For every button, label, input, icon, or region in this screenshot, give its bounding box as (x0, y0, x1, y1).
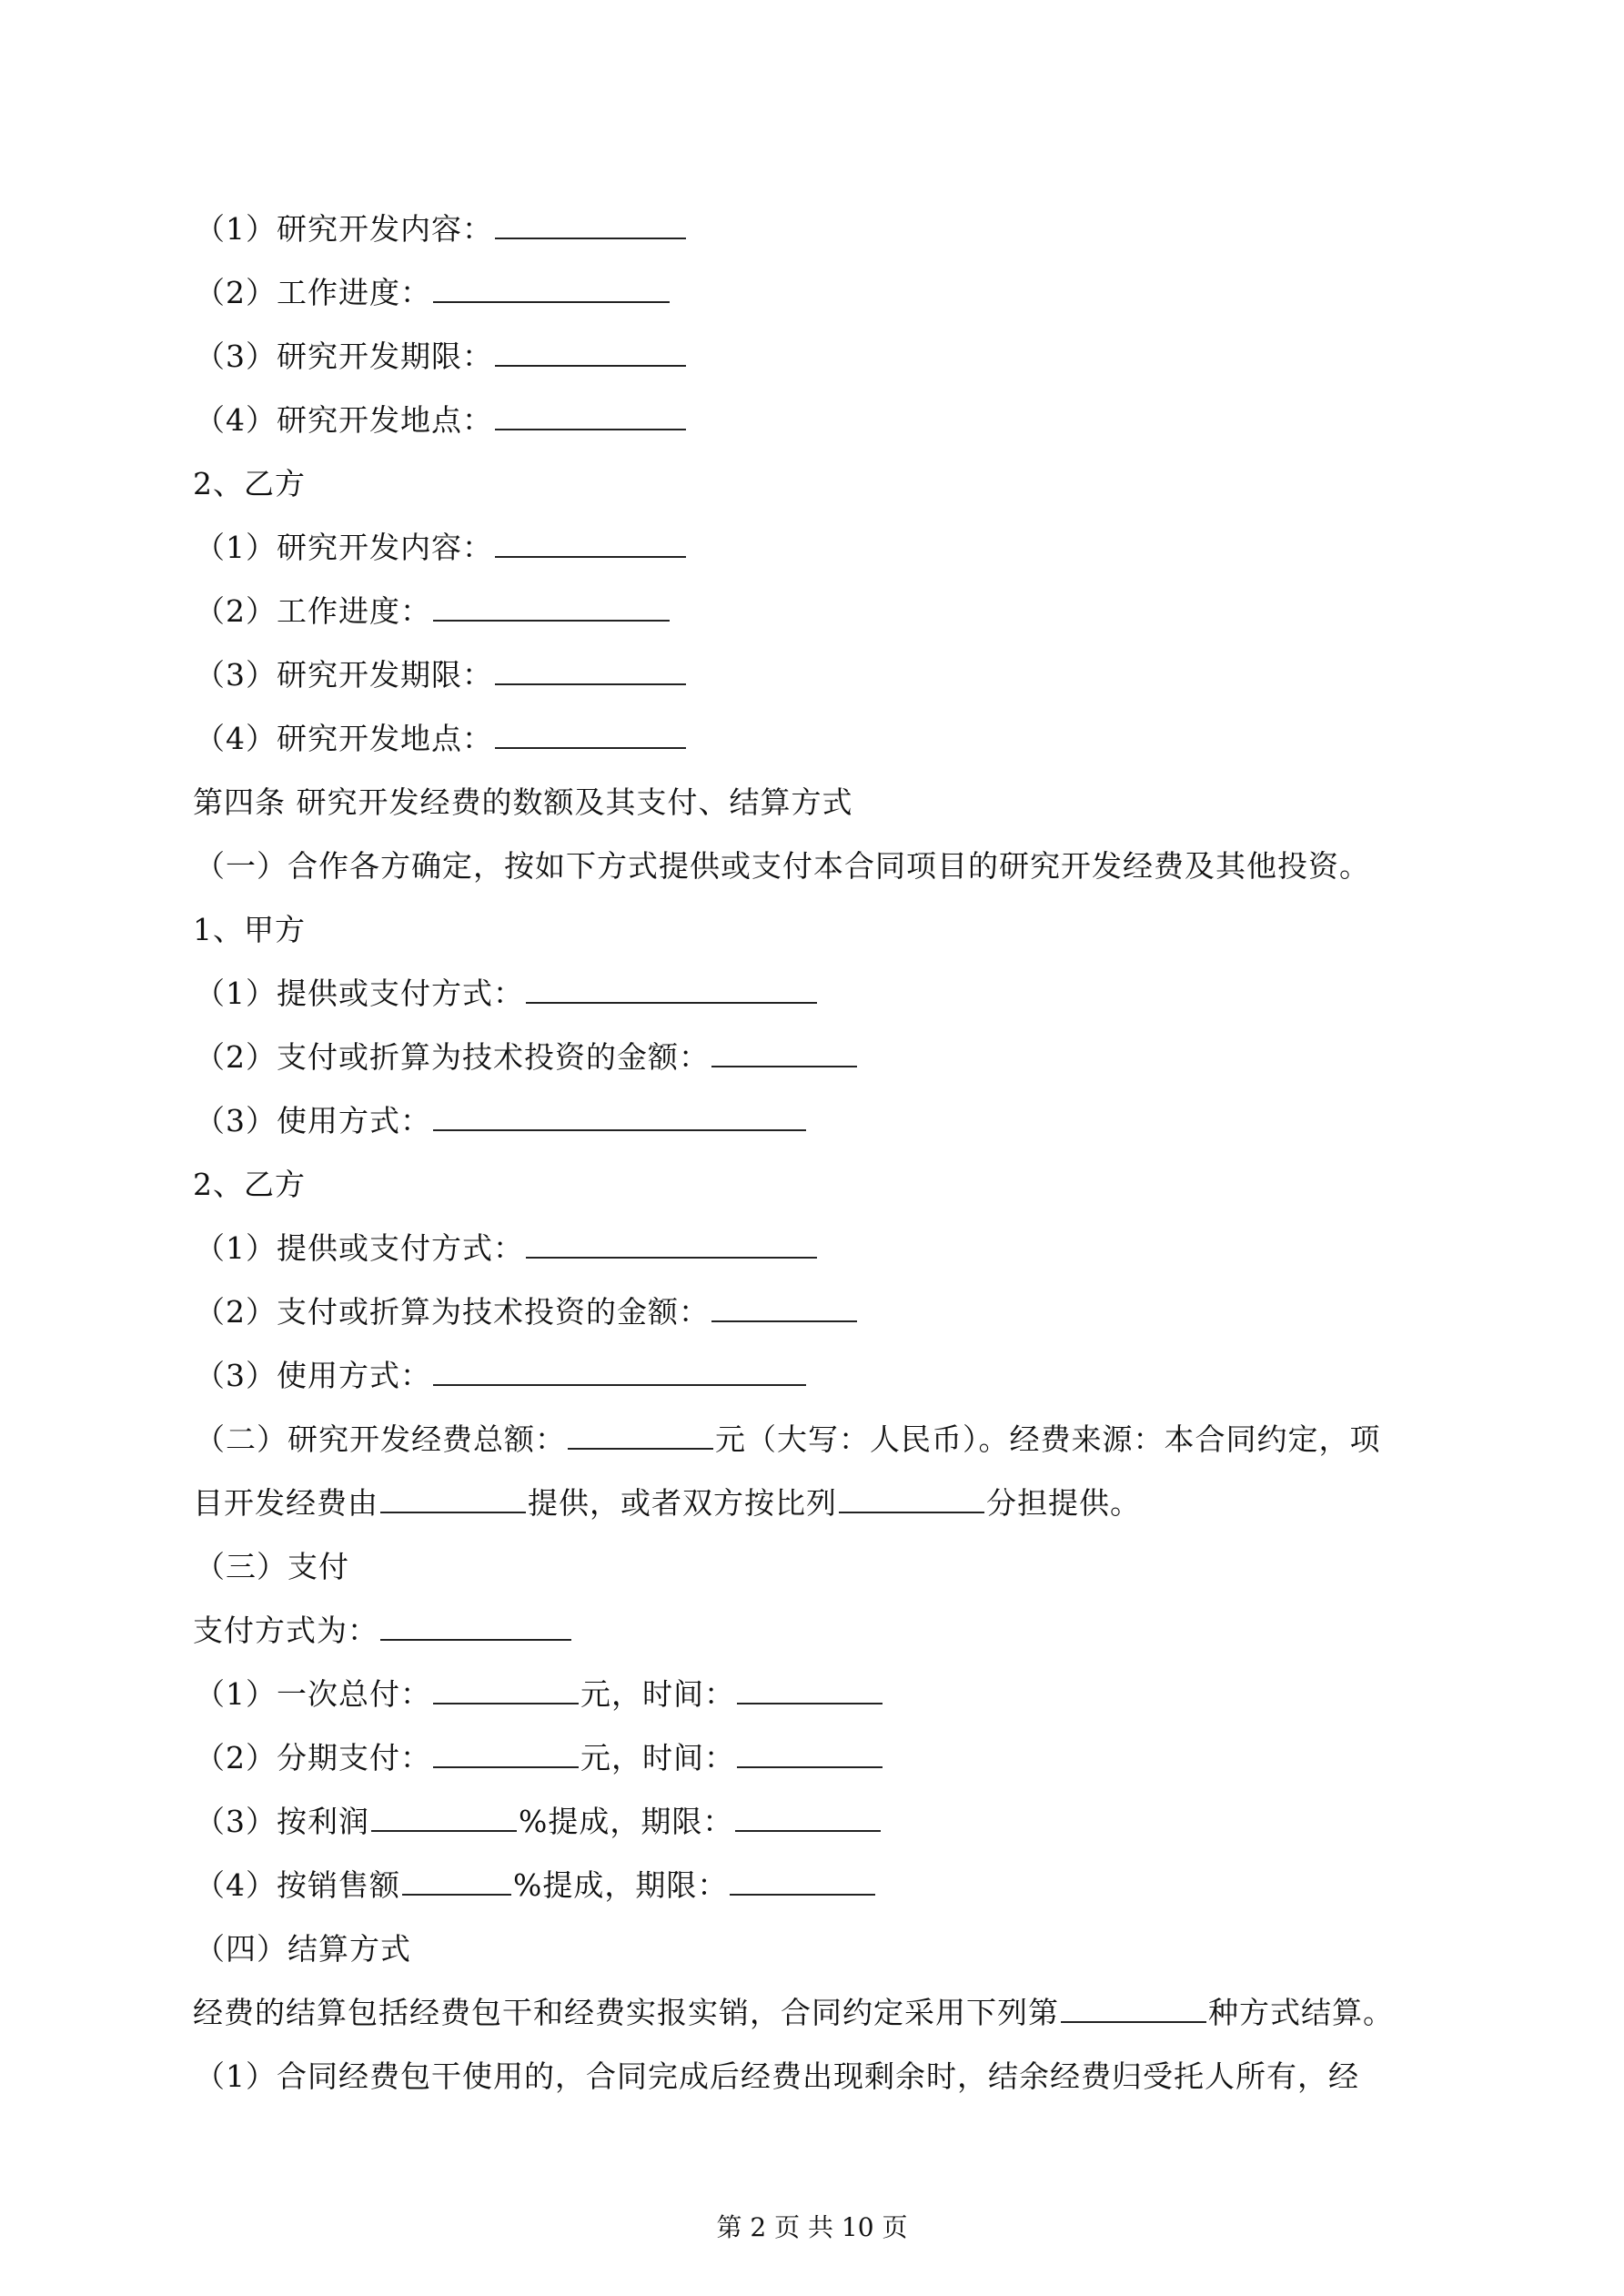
text-line: （3）按利润 %提成，期限： (195, 1804, 883, 1840)
fill-blank[interactable] (737, 1741, 883, 1768)
text-line: （3）使用方式： (195, 1103, 808, 1139)
fill-blank[interactable] (711, 1295, 857, 1322)
text-line: （1）研究开发内容： (195, 211, 688, 248)
fill-blank[interactable] (711, 1040, 857, 1067)
fill-blank[interactable] (495, 722, 686, 749)
fill-blank[interactable] (433, 276, 670, 303)
text-line: （一）合作各方确定，按如下方式提供或支付本合同项目的研究开发经费及其他投资。 (195, 848, 1370, 884)
article-heading: 第四条 研究开发经费的数额及其支付、结算方式 (193, 784, 853, 820)
fill-blank[interactable] (402, 1868, 511, 1896)
text-line: （三）支付 (195, 1549, 349, 1584)
text-line: （1）提供或支付方式： (195, 976, 819, 1012)
text-line: （2）分期支付： 元，时间： (195, 1740, 884, 1776)
text-line: （2）工作进度： (195, 593, 671, 630)
text-line: 经费的结算包括经费包干和经费实报实销，合同约定采用下列第 种方式结算。 (193, 1995, 1394, 2030)
fill-blank[interactable] (433, 1359, 806, 1386)
fill-blank[interactable] (1061, 1996, 1206, 2023)
fill-blank[interactable] (495, 531, 686, 558)
text-line: （2）支付或折算为技术投资的金额： (195, 1294, 859, 1330)
section-heading: 2、乙方 (193, 1167, 306, 1202)
text-line: （2）工作进度： (195, 275, 671, 311)
fill-blank[interactable] (735, 1805, 881, 1832)
fill-blank[interactable] (495, 212, 686, 239)
fill-blank[interactable] (839, 1486, 984, 1513)
fill-blank[interactable] (495, 339, 686, 367)
section-heading: 1、甲方 (193, 912, 306, 947)
text-line: （1）一次总付： 元，时间： (195, 1676, 884, 1713)
fill-blank[interactable] (568, 1422, 713, 1450)
text-line: （3）研究开发期限： (195, 339, 688, 375)
fill-blank[interactable] (495, 403, 686, 430)
text-line: （四）结算方式 (195, 1931, 411, 1967)
fill-blank[interactable] (380, 1486, 526, 1513)
text-line: （4）按销售额 %提成，期限： (195, 1867, 877, 1904)
text-line: 支付方式为： (193, 1613, 573, 1649)
text-line: （1）提供或支付方式： (195, 1230, 819, 1267)
fill-blank[interactable] (380, 1613, 571, 1641)
fill-blank[interactable] (730, 1868, 875, 1896)
text-line: （3）使用方式： (195, 1358, 808, 1394)
text-line: 目开发经费由 提供，或者双方按比列 分担提供。 (193, 1485, 1141, 1521)
text-line: （4）研究开发地点： (195, 402, 688, 439)
page-footer: 第 2 页 共 10 页 (716, 2212, 908, 2242)
text-line: （3）研究开发期限： (195, 657, 688, 693)
text-line: （4）研究开发地点： (195, 721, 688, 757)
fill-blank[interactable] (433, 594, 670, 622)
text-line: （1）研究开发内容： (195, 530, 688, 566)
text-line: （2）支付或折算为技术投资的金额： (195, 1039, 859, 1076)
text-line: （1）合同经费包干使用的，合同完成后经费出现剩余时，结余经费归受托人所有，经 (195, 2058, 1359, 2094)
fill-blank[interactable] (433, 1741, 579, 1768)
fill-blank[interactable] (495, 658, 686, 685)
fill-blank[interactable] (433, 1104, 806, 1131)
fill-blank[interactable] (526, 1231, 817, 1259)
section-heading: 2、乙方 (193, 466, 306, 501)
fill-blank[interactable] (433, 1677, 579, 1704)
fill-blank[interactable] (371, 1805, 517, 1832)
text-line: （二）研究开发经费总额： 元（大写：人民币）。经费来源：本合同约定，项 (195, 1421, 1381, 1457)
fill-blank[interactable] (737, 1677, 883, 1704)
fill-blank[interactable] (526, 976, 817, 1004)
